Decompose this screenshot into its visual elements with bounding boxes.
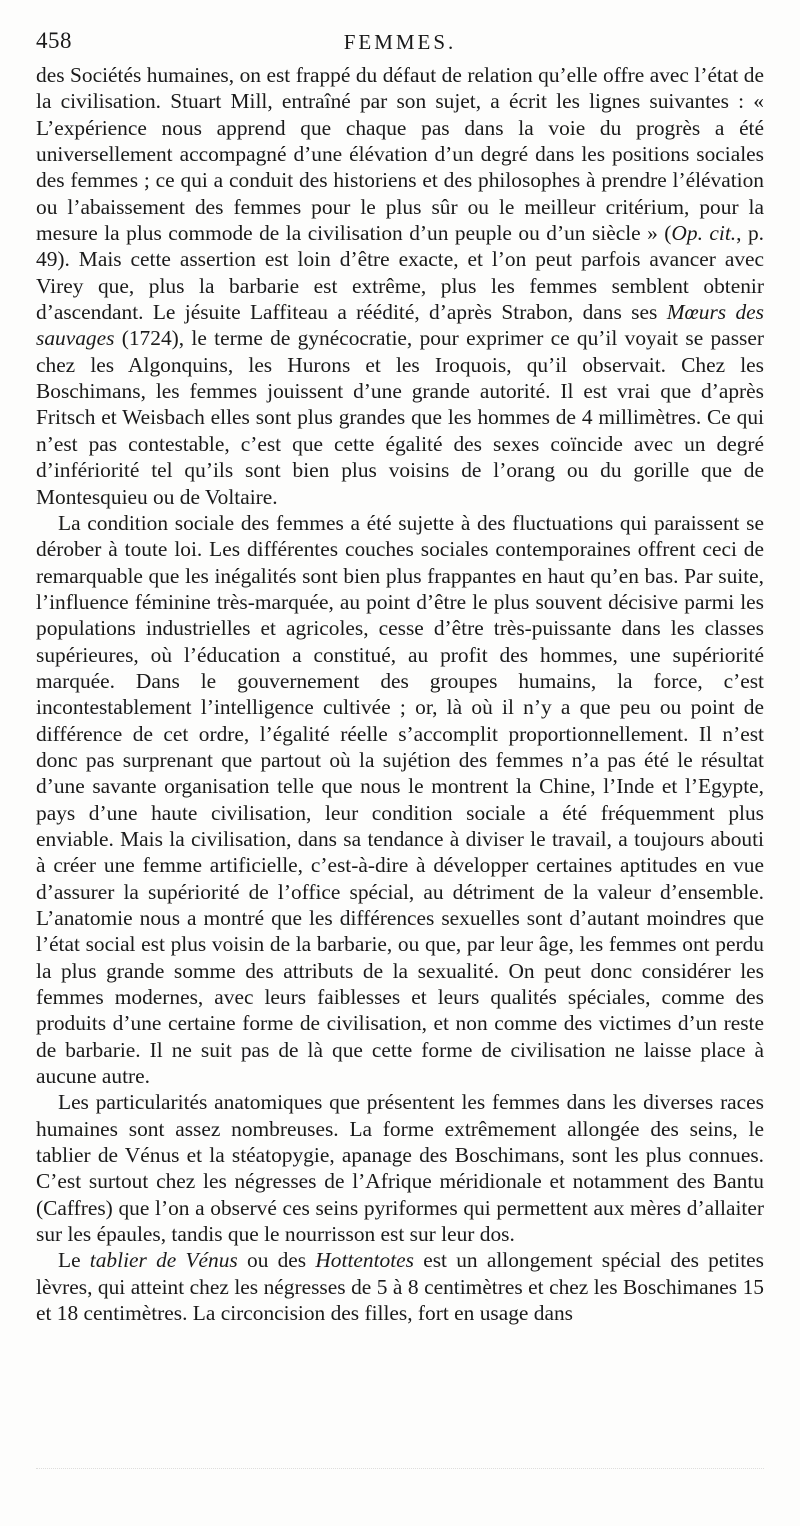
text-run: ou des — [237, 1248, 316, 1273]
text-run: Le — [58, 1248, 90, 1273]
paragraph — [36, 1247, 764, 1326]
page-number: 458 — [36, 28, 72, 53]
paragraph — [36, 510, 764, 1090]
page-body — [36, 62, 764, 1327]
text-run: La condition sociale des femmes a été sujette à des fluctuations qui paraissent se dérober à toute loi. Les différentes couches sociales contemporaines offrent ceci de remarquable que les inégalités sont bien plus frappantes en haut qu’en bas. Par suite, l’influence féminine très-marquée, au point d’être le plus souvent décisive parmi les populations industrielles et agricoles, cesse d’être très-puissante dans les classes supérieures, où l’éducation a constitué, au profit des hommes, une supériorité marquée. Dans le gouvernement des groupes humains, la force, c’est incontestablement l’intelligence cultivée ; or, là où il n’y a que peu ou point de différence de cet ordre, l’égalité réelle s’accomplit proportionnellement. Il n’est donc pas surprenant que partout où la sujétion des femmes n’a pas été le résultat d’une savante organisation telle que nous le montrent la Chine, l’Inde et l’Egypte, pays d’une haute civilisation, leur condition sociale a été fréquemment plus enviable. Mais la civilisation, dans sa tendance à diviser le travail, a toujours abouti à créer une femme artificielle, c’est-à-dire à développer certaines aptitudes en vue d’assurer la supériorité de l’office spécial, au détriment de la valeur d’ensemble. L’anatomie nous a montré que les différences sexuelles sont d’autant moindres que l’état social est plus voisin de la barbarie, ou que, par leur âge, les femmes ont perdu la plus grande somme des attributs de la sexualité. On peut donc considérer les femmes modernes, avec leurs faiblesses et leurs qualités spéciales, comme des produits d’une certaine forme de civilisation, et non comme des victimes d’un reste de barbarie. Il ne suit pas de là que cette forme de civilisation ne laisse place à aucune autre. — [36, 510, 764, 1089]
page-header — [36, 28, 764, 58]
paragraph — [36, 62, 764, 510]
text-run: , p. 49). Mais cette assertion est loin d’être exacte, et l’on peut parfois avancer avec Virey que, plus la barbarie est extrême, plus les femmes semblent obtenir d’ascendant. Le jésuite Laffiteau a réédité, d’après Strabon, dans ses — [36, 221, 764, 325]
italic-run: Hottentotes — [315, 1248, 414, 1273]
italic-run: Mœurs des sauvages — [36, 300, 764, 351]
italic-run: Op. cit. — [671, 221, 737, 246]
running-title: FEMMES. — [343, 30, 457, 54]
text-run: Les particularités anatomiques que présentent les femmes dans les diverses races humaines sont assez nombreuses. La forme extrêmement allongée des seins, le tablier de Vénus et la stéatopygie, apanage des Boschimans, sont les plus connues. C’est surtout chez les négresses de l’Afrique méridionale et notamment des Bantu (Caffres) que l’on a observé ces seins pyriformes qui permettent aux mères d’allaiter sur les épaules, tandis que le nourrisson est sur leur dos. — [36, 1090, 764, 1247]
text-run: (1724), le terme de gynécocratie, pour exprimer ce qu’il voyait se passer chez les Algonquins, les Hurons et les Iroquois, qu’il observait. Chez les Boschimans, les femmes jouissent d’une grande autorité. Il est vrai que d’après Fritsch et Weisbach elles sont plus grandes que les hommes de 4 millimètres. Ce qui n’est pas contestable, c’est que cette égalité des sexes coïncide avec un degré d’infériorité tel qu’ils sont bien plus voisins de l’orang ou du gorille que de Montesquieu ou de Voltaire. — [36, 326, 764, 509]
text-run: est un allongement spécial des petites lèvres, qui atteint chez les négresses de 5 à 8 centimètres et chez les Boschimanes 15 et 18 centimètres. La circoncision des filles, fort en usage dans — [36, 1248, 764, 1326]
scan-artifact-line — [36, 1468, 764, 1477]
text-run: des Sociétés humaines, on est frappé du défaut de relation qu’elle offre avec l’état de la civilisation. Stuart Mill, entraîné par son sujet, a écrit les lignes suivantes : « L’expérience nous apprend que chaque pas dans la voie du progrès a été universellement accompagné d’une élévation d’un degré dans les positions sociales des femmes ; ce qui a conduit des historiens et des philosophes à prendre l’élévation ou l’abaissement des femmes pour le plus sûr ou le meilleur critérium, pour la mesure la plus commode de la civilisation d’un peuple ou d’un siècle » ( — [36, 63, 764, 246]
paragraph — [36, 1089, 764, 1247]
italic-run: tablier de Vénus — [89, 1248, 238, 1273]
